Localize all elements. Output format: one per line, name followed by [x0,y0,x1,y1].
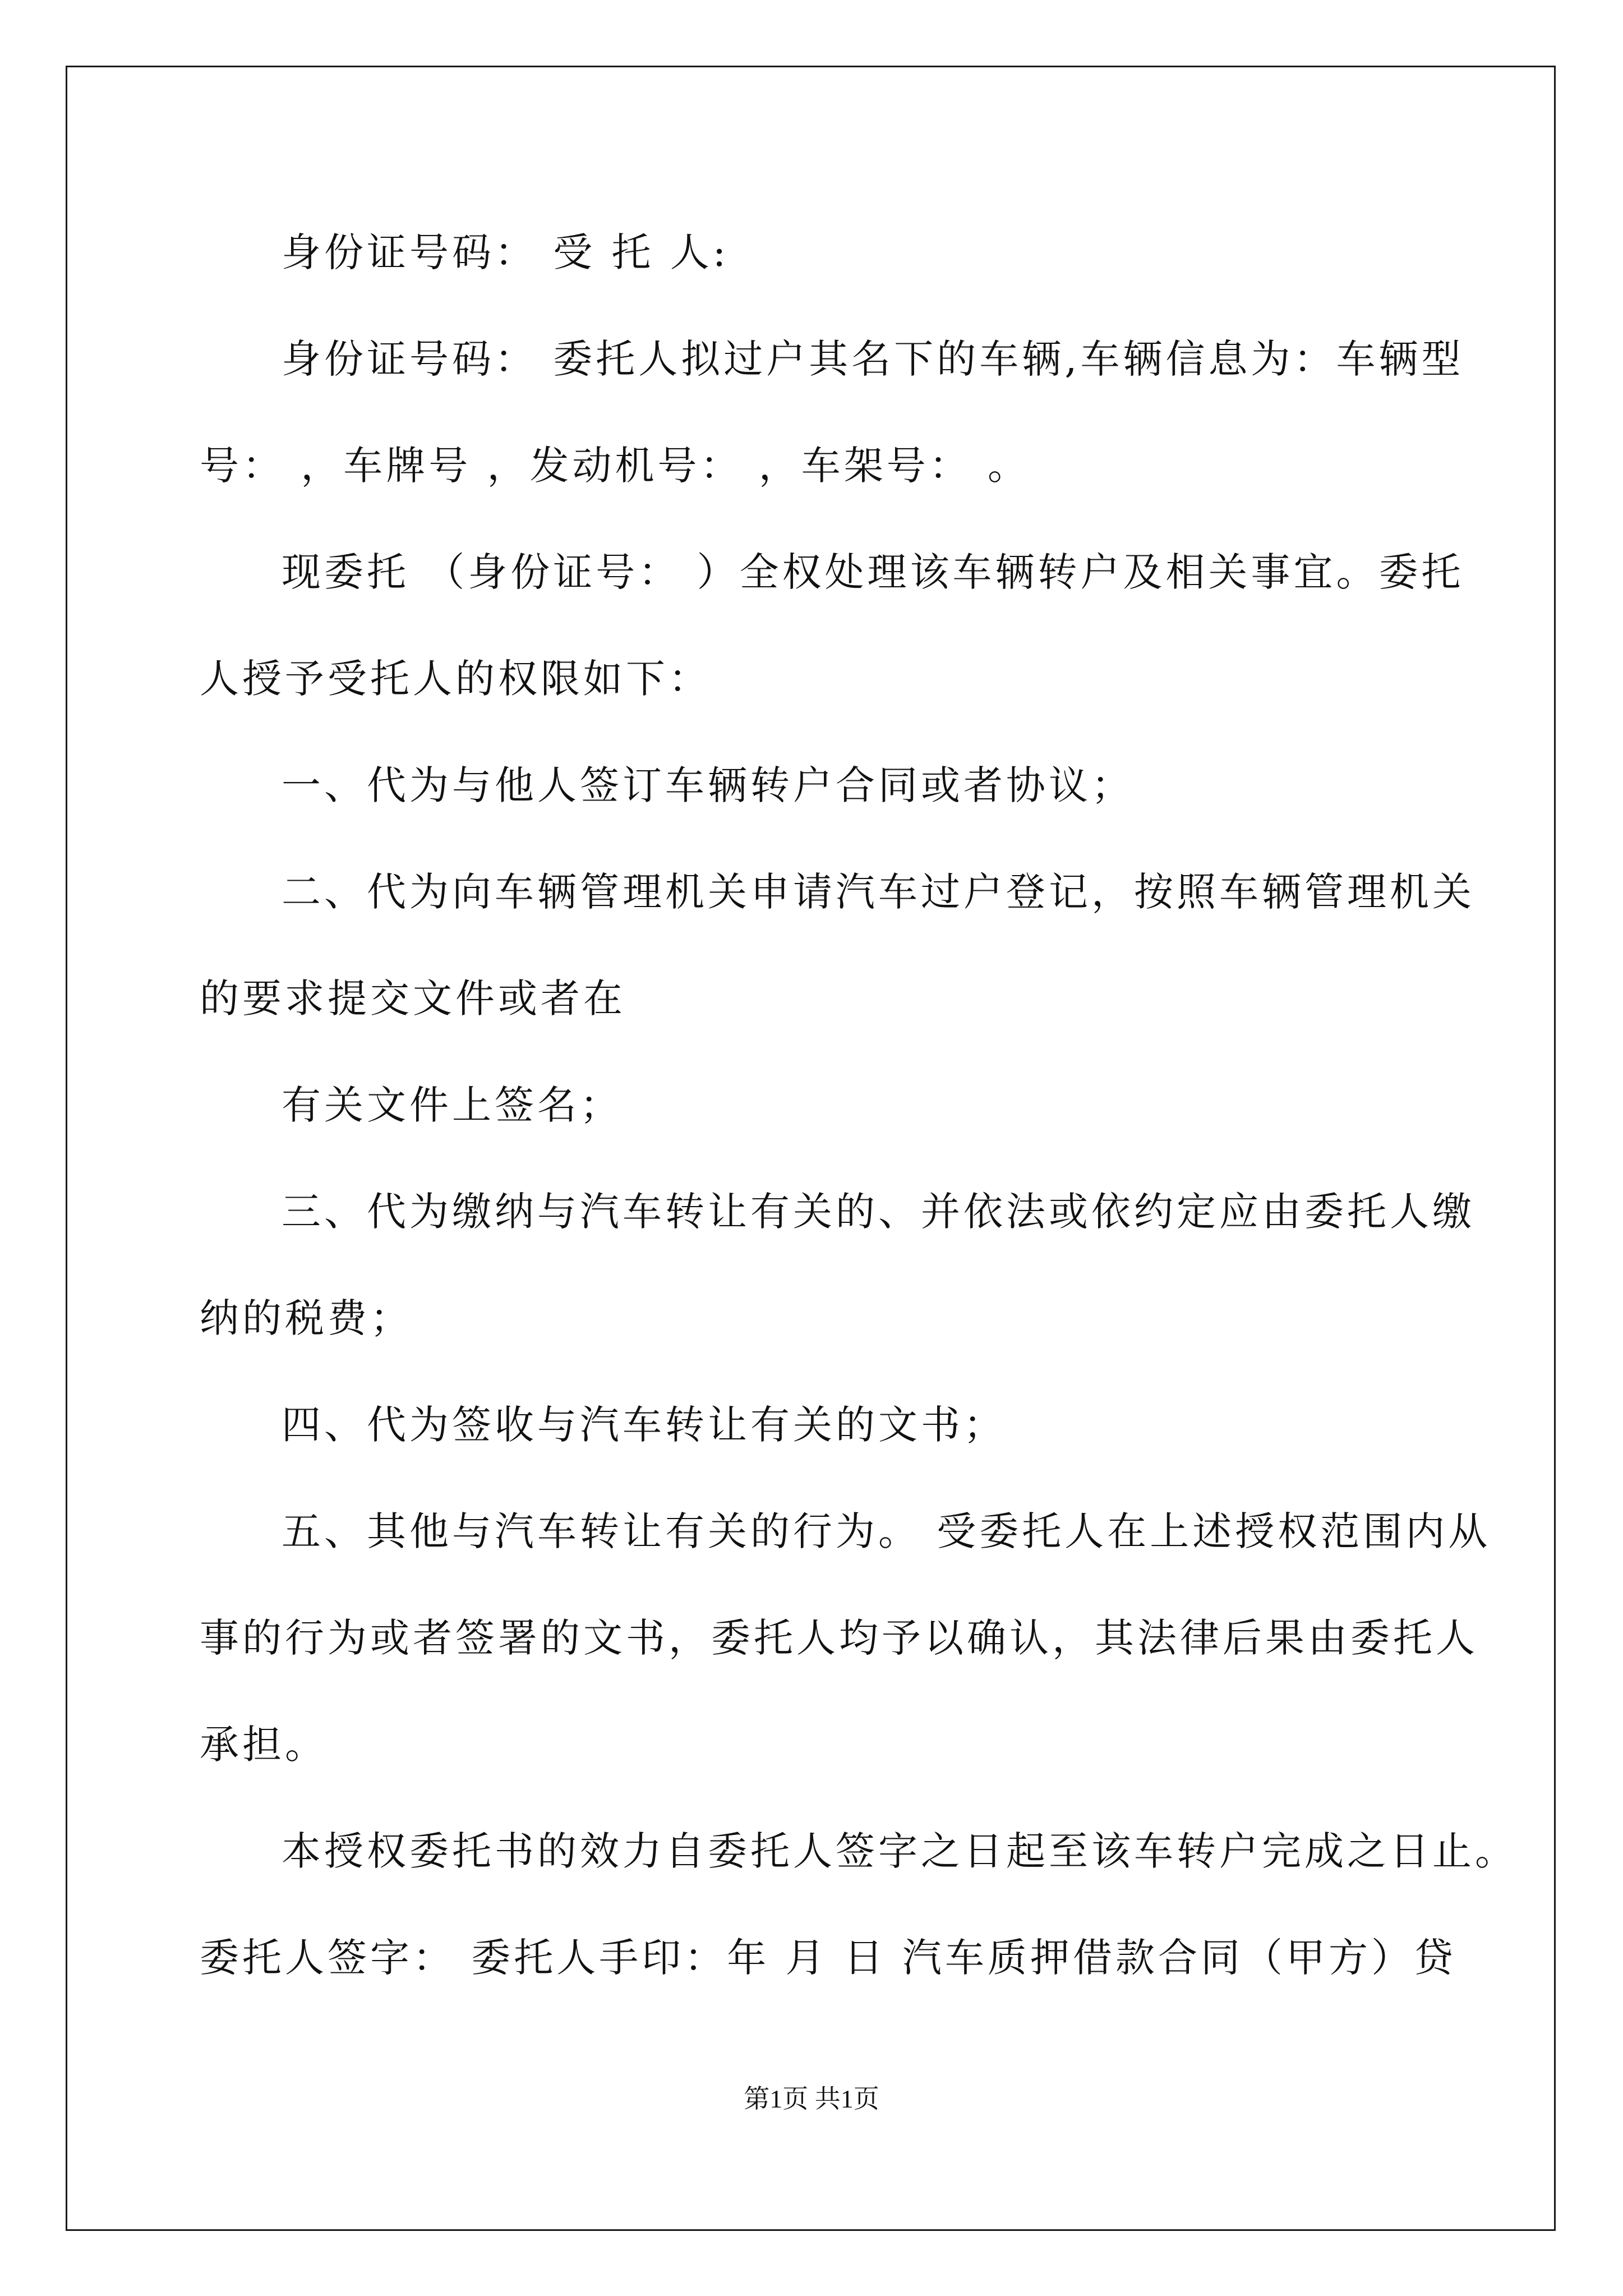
text-line: 事的行为或者签署的文书，委托人均予以确认，其法律后果由委托人 [200,1615,1478,1661]
text-line: 身份证号码： 委托人拟过户其名下的车辆,车辆信息为：车辆型 [282,336,1464,382]
text-line: 委托人签字： 委托人手印：年 月 日 汽车质押借款合同（甲方）贷 [200,1935,1457,1981]
page-number-footer: 第1页 共1页 [744,2085,879,2113]
text-line: 身份证号码： 受 托 人: [282,229,730,275]
text-line: 承担。 [200,1722,328,1768]
text-line: 人授予受托人的权限如下： [200,656,711,702]
text-line: 有关文件上签名； [282,1082,623,1128]
text-line: 本授权委托书的效力自委托人签字之日起至该车转户完成之日止。 [282,1828,1518,1874]
text-line: 四、代为签收与汽车转让有关的文书； [282,1402,1006,1448]
page-border [66,66,1556,2231]
text-line: 五、其他与汽车转让有关的行为。 受委托人在上述授权范围内从 [282,1508,1491,1554]
text-line: 号： ，车牌号 ，发动机号： ，车架号： 。 [200,443,1031,489]
text-line: 二、代为向车辆管理机关申请汽车过户登记，按照车辆管理机关 [282,869,1475,915]
text-line: 的要求提交文件或者在 [200,976,626,1022]
text-line: 现委托 （身份证号： ）全权处理该车辆转户及相关事宜。委托 [282,549,1464,595]
text-line: 纳的税费； [200,1295,413,1341]
text-line: 三、代为缴纳与汽车转让有关的、并依法或依约定应由委托人缴 [282,1189,1475,1235]
text-line: 一、代为与他人签订车辆转户合同或者协议； [282,762,1134,808]
